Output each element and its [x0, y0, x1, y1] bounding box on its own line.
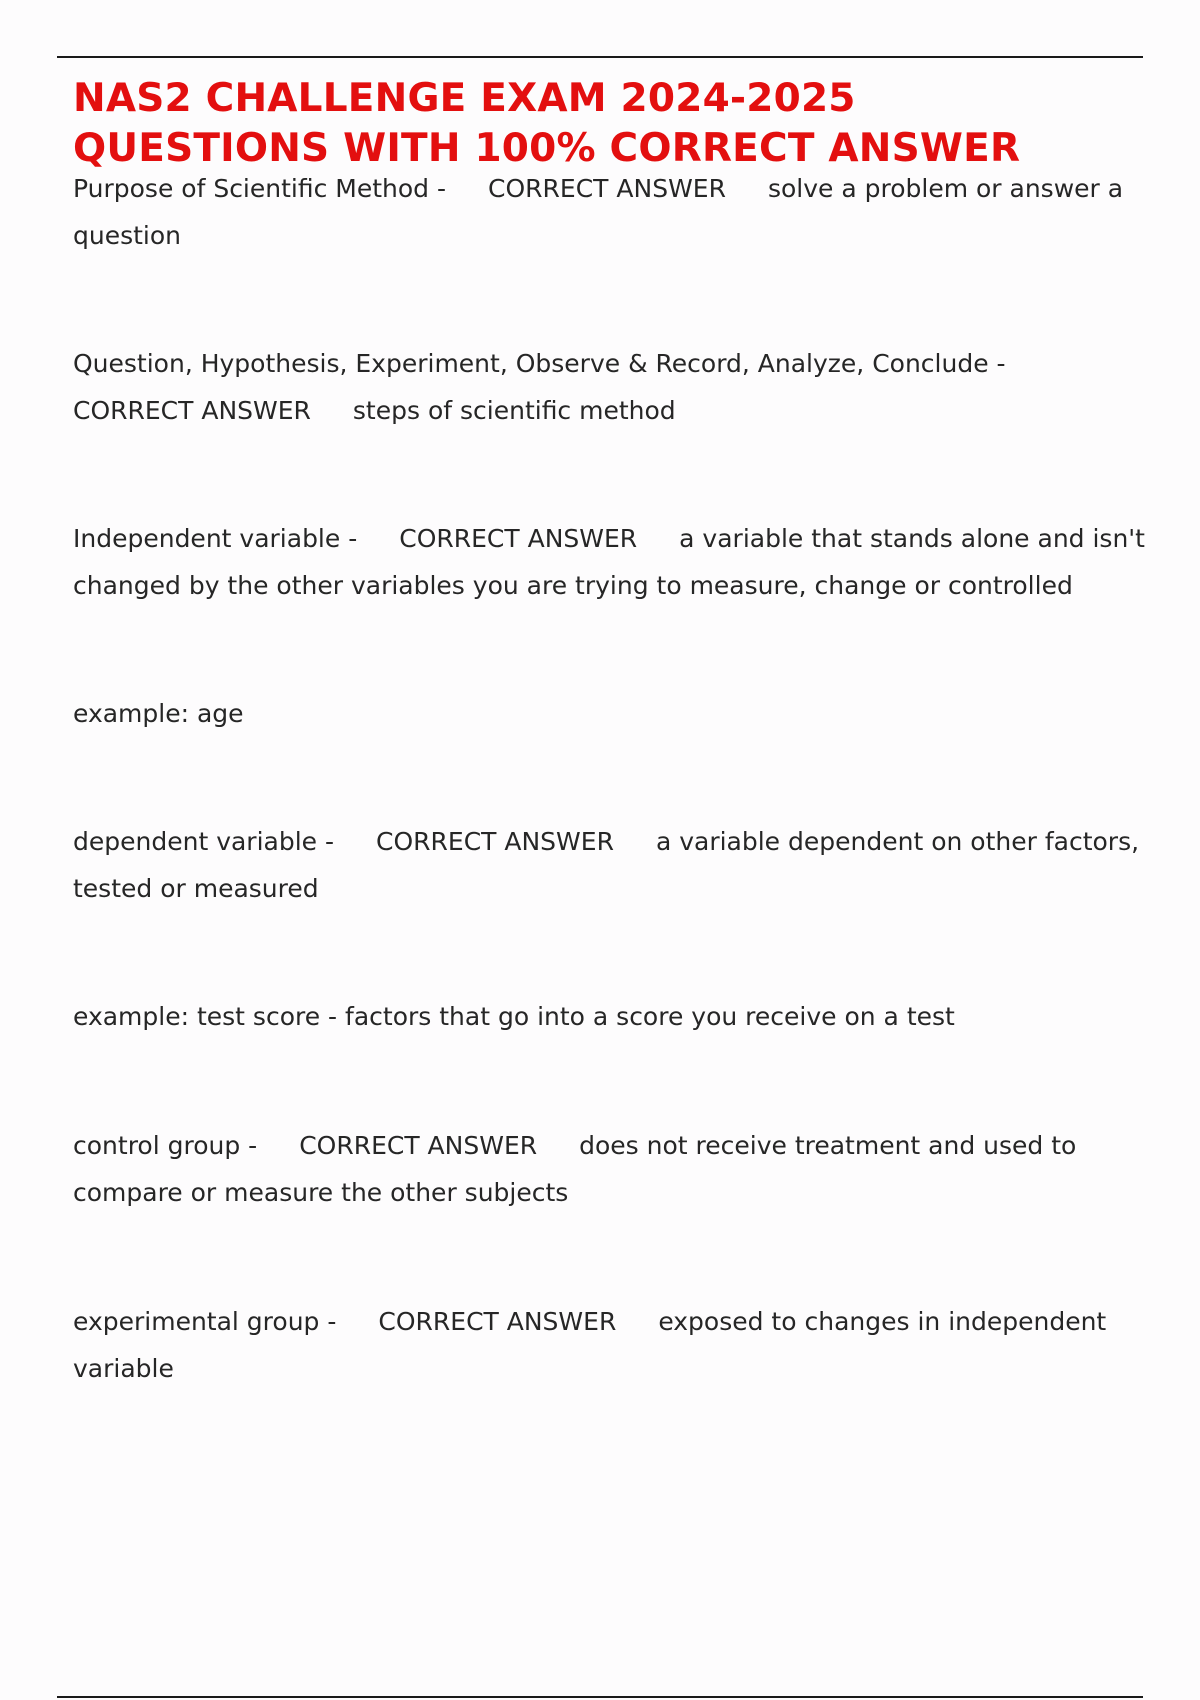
top-rule — [57, 56, 1143, 58]
entry-term: control group — [73, 1131, 241, 1160]
qa-list — [73, 165, 1163, 1392]
correct-answer-label: CORRECT ANSWER — [378, 1307, 617, 1336]
entry-answer: steps of scientific method — [352, 396, 676, 425]
correct-answer-label: CORRECT ANSWER — [299, 1131, 538, 1160]
entry-term: experimental group — [73, 1307, 320, 1336]
correct-answer-label: CORRECT ANSWER — [488, 174, 726, 203]
correct-answer-label: CORRECT ANSWER — [399, 524, 638, 553]
title-line-2: QUESTIONS WITH 100% CORRECT ANSWER — [73, 126, 1021, 171]
bottom-rule — [57, 1696, 1143, 1698]
example-note: example: test score - factors that go into a score you receive on a test — [73, 1002, 955, 1031]
qa-entry: dependent variable - CORRECT ANSWER a variable dependent on other factors, tested or measured — [73, 827, 1140, 903]
entry-answer: solve a problem or answer a question — [73, 174, 1124, 250]
entry-answer: does not receive treatment and used to compare or measure the other subjects — [73, 1131, 1077, 1207]
qa-entry: control group - CORRECT ANSWER does not receive treatment and used to compare or measure the other subjects — [73, 1131, 1077, 1207]
entry-answer: a variable dependent on other factors, tested or measured — [73, 827, 1140, 903]
page-title — [73, 74, 1153, 174]
entry-term: Purpose of Scientific Method — [73, 174, 430, 203]
qa-entry: experimental group - CORRECT ANSWER exposed to changes in independent variable — [73, 1307, 1107, 1383]
correct-answer-label: CORRECT ANSWER — [376, 827, 614, 856]
qa-entry: Independent variable - CORRECT ANSWER a variable that stands alone and isn't changed by the other variables you are trying to measure, change or controlled — [73, 524, 1145, 600]
entry-term: Question, Hypothesis, Experiment, Observe & Record, Analyze, Conclude — [73, 349, 989, 378]
title-line-1: NAS2 CHALLENGE EXAM 2024-2025 — [73, 76, 856, 121]
entry-answer: exposed to changes in independent variable — [73, 1307, 1107, 1383]
correct-answer-label: CORRECT ANSWER — [73, 396, 311, 425]
entry-answer: a variable that stands alone and isn't changed by the other variables you are trying to measure, change or controlled — [73, 524, 1145, 600]
qa-entry: Question, Hypothesis, Experiment, Observe & Record, Analyze, Conclude - CORRECT ANSWER steps of scientific method — [73, 349, 1006, 425]
entry-term: Independent variable — [73, 524, 341, 553]
qa-entry: Purpose of Scientific Method - CORRECT ANSWER solve a problem or answer a question — [73, 174, 1124, 250]
example-note: example: age — [73, 699, 244, 728]
entry-term: dependent variable — [73, 827, 318, 856]
